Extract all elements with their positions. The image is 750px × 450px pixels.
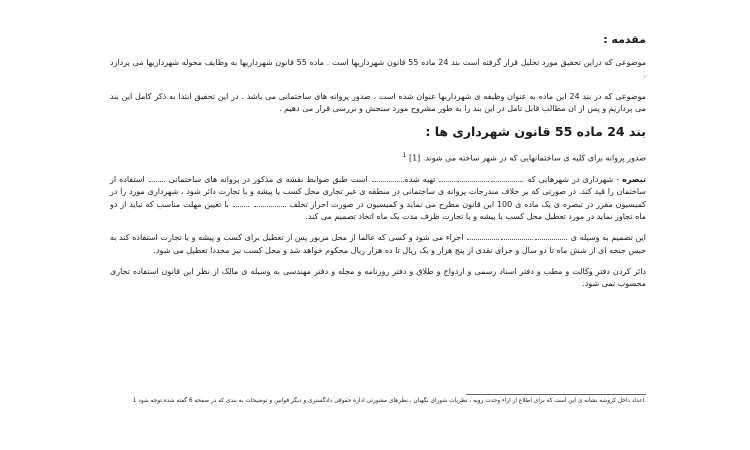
enforcement-text-2: اجراء می شود و کسی که عالما از محل مزبور پس از تعطیل برای کسب و پیشه و یا تجارت استفاده کند به حبس جنحه ای از شش ماه تا دو سال و جزای نقدی از پنج هزار و یک ریال تا ده هزار ریال محکوم خواهد شد و محل کسب نیز مجددا تعطیل می شود.	[110, 233, 646, 255]
note-lead: تبصره	[622, 175, 647, 185]
missing-glyph-box	[149, 175, 165, 182]
enforcement-paragraph	[110, 232, 646, 257]
missing-glyph-box	[535, 233, 567, 240]
article-text: صدور پروانه برای کلیه ی ساختمانهایی که در شهر ساخته می شوند. [1]	[408, 153, 646, 163]
intro-paragraph-2: موضوعی که در بند 24 این ماده به عنوان وظیفه ی شهرداریها عنوان شده است ، صدور پروانه های ساختمانی می باشد . در این تحقیق ابتدا به ذکر کامل این بند می پردازیم و پس از ان مطالب قابل تامل در این بند را به طور مشروح مورد سنجش و بررسی قرار می دهیم .	[110, 91, 646, 113]
missing-glyph-box	[457, 175, 489, 182]
note-text-4: استفاده از ساختمان را قید کند. در صورتی که بر خلاف مندرجات پروانه ی ساختمانی در منطقه ی غیر تجاری محل کسب یا پیشه و یا تجارت دائر شود ، شهرداری مورد را در کمیسیون مقرر در تبصره ی یک ماده ی 100 این قانون مطرح می نماید و کمیسیون در صورت احراز تخلف	[110, 175, 647, 209]
intro-paragraph-1: موضوعی که دراین تحقیق مورد تحلیل قرار گرفته است بند 24 ماده 55 قانون شهرداریها است . ماده 55 قانون شهرداریها به وظایف محوله شهرداریها می پردازد .	[110, 58, 646, 80]
article-heading: بند 24 ماده 55 قانون شهرداری ها :	[425, 124, 646, 140]
intro-heading: مقدمه :	[603, 33, 646, 46]
missing-glyph-box	[439, 175, 455, 182]
missing-glyph-box	[254, 200, 286, 207]
note-text-1: - شهرداری در شهرهایی که	[527, 175, 623, 185]
footnote-marker: 1	[402, 152, 407, 160]
footnote: 1 اعداد داخل کروشه نشانه ی این است که برای اطلاع از اراء وحدت رویه ، نظریات شورای نگهبان ، نظرهای مشورتی اداره حقوقی دادگستری و دیگر قوانین و توضیحات به بندی که در صفحه 6 گفته شده توجه شود.	[132, 398, 646, 404]
article-text-paragraph	[110, 150, 646, 165]
exemption-paragraph: دائر کردن دفتر وکالت و مطب و دفتر اسناد رسمی و ازدواج و طلاق و دفتر روزنامه و مجله و دفتر مهندسی به وسیله ی مالک از نظر این قانون استفاده تجاری محسوب نمی شود.	[110, 266, 646, 289]
enforcement-text-1: این تصمیم به وسیله ی	[570, 233, 647, 243]
missing-glyph-box	[491, 175, 523, 182]
missing-glyph-box	[467, 233, 499, 240]
missing-glyph-box	[372, 175, 404, 182]
note-text-5: با تعیین مهلت مناسب که نباید از دو ماه تجاوز نماید در مورد تعطیل محل کسب یا پیشه و یا تجارت ظرف مدت یک ماه اتخاذ تصمیم می کند.	[110, 199, 646, 222]
footnote-divider	[466, 394, 646, 395]
note-text-3: است طبق ضوابط نقشه ی مذکور در پروانه های ساختمانی	[168, 175, 368, 185]
missing-glyph-box	[233, 200, 249, 207]
missing-glyph-box	[501, 233, 533, 240]
note-paragraph	[110, 174, 646, 223]
note-text-2: تهیه شده	[404, 175, 436, 185]
